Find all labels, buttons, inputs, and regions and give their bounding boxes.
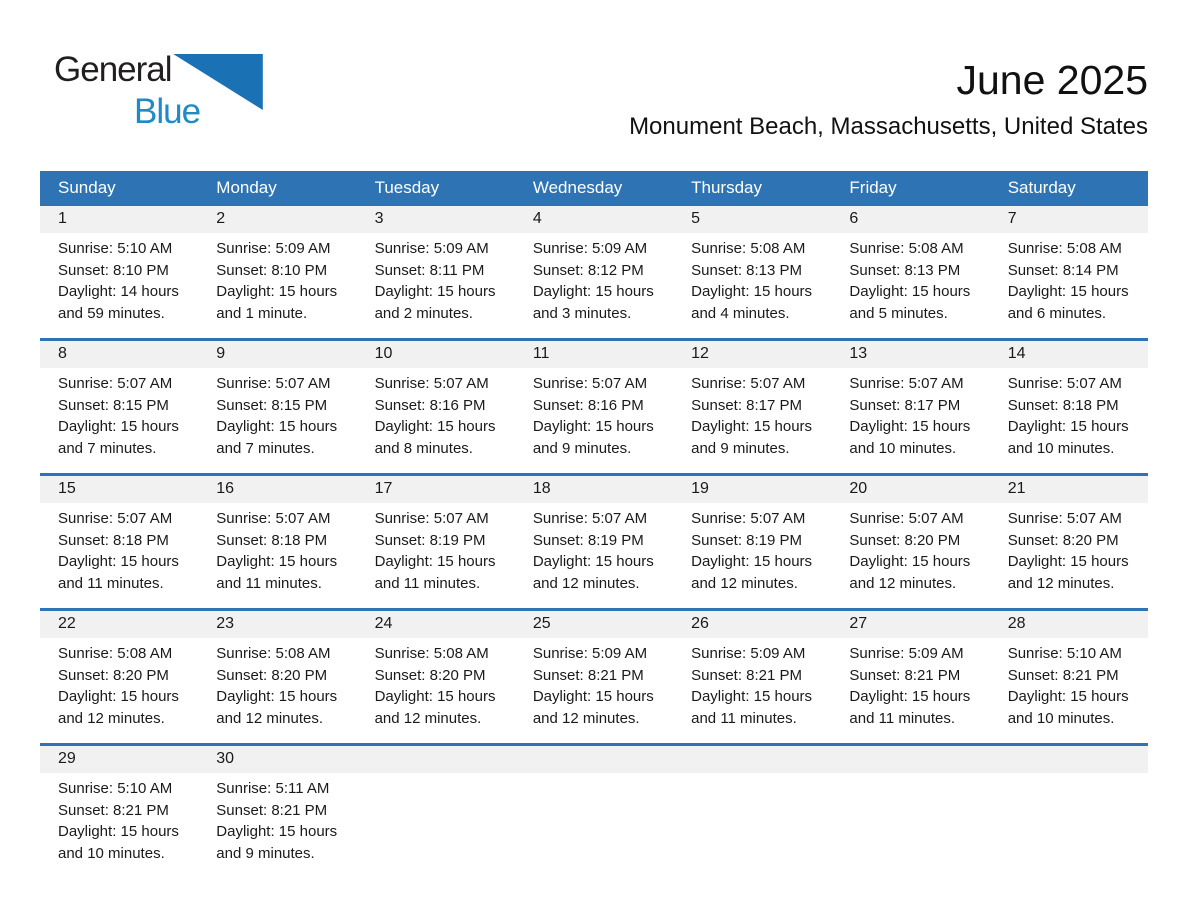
- sunset-text: Sunset: 8:11 PM: [374, 261, 485, 279]
- sunrise-text: Sunrise: 5:07 AM: [849, 375, 964, 392]
- day-number: [673, 746, 831, 773]
- day-number: [831, 746, 989, 773]
- daylight-text-line2: and 3 minutes.: [532, 304, 632, 322]
- daylight-text-line1: Daylight: 15 hours: [691, 553, 813, 570]
- day-details: [40, 638, 198, 729]
- day-cell: [515, 206, 673, 340]
- day-number: 27: [831, 611, 989, 638]
- sunrise-text: Sunrise: 5:08 AM: [374, 645, 489, 662]
- day-number: 19: [673, 476, 831, 503]
- sunset-text: Sunset: 8:20 PM: [216, 666, 328, 684]
- day-details: [40, 368, 198, 459]
- day-details: [673, 638, 831, 729]
- weekday-header-thursday: Thursday: [673, 171, 831, 206]
- title-block: [629, 58, 1148, 141]
- daylight-text-line1: Daylight: 15 hours: [849, 283, 971, 300]
- day-cell: [673, 610, 831, 745]
- sunset-text: Sunset: 8:20 PM: [849, 531, 961, 549]
- sunset-text: Sunset: 8:21 PM: [849, 666, 961, 684]
- sunset-text: Sunset: 8:13 PM: [849, 261, 961, 279]
- day-number: 7: [990, 206, 1148, 233]
- daylight-text-line2: and 2 minutes.: [374, 304, 473, 322]
- daylight-text-line1: Daylight: 15 hours: [216, 553, 338, 570]
- week-row: [40, 610, 1148, 745]
- daylight-text-line2: and 11 minutes.: [374, 574, 481, 592]
- daylight-text-line1: Daylight: 15 hours: [58, 688, 179, 705]
- weekday-header-friday: Friday: [831, 171, 989, 206]
- day-cell: [831, 475, 989, 610]
- daylight-text-line1: Daylight: 14 hours: [58, 283, 179, 300]
- daylight-text-line1: Daylight: 15 hours: [58, 553, 179, 570]
- day-cell: [831, 340, 989, 475]
- day-details: [357, 503, 515, 594]
- sunrise-text: Sunrise: 5:07 AM: [58, 510, 173, 527]
- general-blue-logo: [54, 52, 274, 129]
- weekday-header-tuesday: Tuesday: [357, 171, 515, 206]
- day-number: 29: [40, 746, 198, 773]
- sunrise-text: Sunrise: 5:09 AM: [532, 240, 648, 257]
- daylight-text-line1: Daylight: 15 hours: [1007, 688, 1129, 705]
- day-cell: [357, 206, 515, 340]
- day-cell: [357, 475, 515, 610]
- daylight-text-line2: and 6 minutes.: [1007, 304, 1107, 322]
- empty-day-cell: [515, 745, 673, 879]
- calendar-table: [40, 171, 1148, 878]
- day-cell: [515, 340, 673, 475]
- sunrise-text: Sunrise: 5:09 AM: [532, 645, 648, 662]
- day-details: [515, 233, 673, 324]
- sunset-text: Sunset: 8:15 PM: [58, 396, 169, 414]
- daylight-text-line1: Daylight: 15 hours: [1007, 418, 1129, 435]
- day-cell: [357, 610, 515, 745]
- day-details: [990, 233, 1148, 324]
- daylight-text-line1: Daylight: 15 hours: [691, 688, 813, 705]
- day-number: 20: [831, 476, 989, 503]
- daylight-text-line2: and 11 minutes.: [691, 709, 797, 727]
- day-details: [990, 368, 1148, 459]
- day-number: 22: [40, 611, 198, 638]
- sunrise-text: Sunrise: 5:08 AM: [216, 645, 331, 662]
- day-number: 18: [515, 476, 673, 503]
- daylight-text-line2: and 9 minutes.: [532, 439, 632, 457]
- sunset-text: Sunset: 8:17 PM: [691, 396, 803, 414]
- daylight-text-line1: Daylight: 15 hours: [532, 283, 654, 300]
- day-details: [831, 368, 989, 459]
- day-cell: [198, 206, 356, 340]
- day-cell: [40, 475, 198, 610]
- day-number: 1: [40, 206, 198, 233]
- day-details: [198, 773, 356, 864]
- sunset-text: Sunset: 8:17 PM: [849, 396, 961, 414]
- sunset-text: Sunset: 8:16 PM: [374, 396, 486, 414]
- day-cell: [198, 340, 356, 475]
- day-details: [198, 638, 356, 729]
- empty-day-cell: [673, 745, 831, 879]
- day-number: 16: [198, 476, 356, 503]
- day-number: 6: [831, 206, 989, 233]
- day-cell: [198, 745, 356, 879]
- daylight-text-line2: and 9 minutes.: [691, 439, 790, 457]
- daylight-text-line2: and 12 minutes.: [216, 709, 324, 727]
- daylight-text-line2: and 12 minutes.: [374, 709, 482, 727]
- sunrise-text: Sunrise: 5:09 AM: [849, 645, 964, 662]
- weekday-header-wednesday: Wednesday: [515, 171, 673, 206]
- weekday-header-saturday: Saturday: [990, 171, 1148, 206]
- day-details: [990, 503, 1148, 594]
- daylight-text-line1: Daylight: 15 hours: [849, 553, 971, 570]
- daylight-text-line2: and 12 minutes.: [849, 574, 957, 592]
- sunrise-text: Sunrise: 5:11 AM: [216, 780, 330, 797]
- day-details: [357, 638, 515, 729]
- day-details: [831, 233, 989, 324]
- week-row: [40, 475, 1148, 610]
- sunset-text: Sunset: 8:19 PM: [691, 531, 803, 549]
- day-cell: [515, 475, 673, 610]
- day-number: [357, 746, 515, 773]
- day-details: [40, 233, 198, 324]
- day-number: 26: [673, 611, 831, 638]
- sunrise-text: Sunrise: 5:07 AM: [374, 375, 489, 392]
- sunrise-text: Sunrise: 5:09 AM: [216, 240, 331, 257]
- location-subtitle: Monument Beach, Massachusetts, United States: [629, 113, 1148, 141]
- daylight-text-line2: and 11 minutes.: [58, 574, 164, 592]
- day-cell: [990, 475, 1148, 610]
- day-cell: [40, 206, 198, 340]
- day-cell: [198, 475, 356, 610]
- daylight-text-line1: Daylight: 15 hours: [58, 418, 179, 435]
- sunset-text: Sunset: 8:10 PM: [216, 261, 328, 279]
- day-number: 8: [40, 341, 198, 368]
- weekday-header-monday: Monday: [198, 171, 356, 206]
- daylight-text-line2: and 10 minutes.: [1007, 709, 1115, 727]
- day-number: 5: [673, 206, 831, 233]
- sunrise-text: Sunrise: 5:07 AM: [1007, 375, 1122, 392]
- sunset-text: Sunset: 8:20 PM: [58, 666, 169, 684]
- day-cell: [40, 340, 198, 475]
- sunrise-text: Sunrise: 5:07 AM: [216, 510, 331, 527]
- sunset-text: Sunset: 8:21 PM: [691, 666, 803, 684]
- day-details: [831, 503, 989, 594]
- daylight-text-line1: Daylight: 15 hours: [532, 688, 654, 705]
- day-number: 4: [515, 206, 673, 233]
- daylight-text-line2: and 4 minutes.: [691, 304, 790, 322]
- month-title: June 2025: [956, 57, 1148, 103]
- day-details: [357, 233, 515, 324]
- day-number: 28: [990, 611, 1148, 638]
- day-details: [515, 503, 673, 594]
- sunrise-text: Sunrise: 5:10 AM: [58, 240, 173, 257]
- sunset-text: Sunset: 8:18 PM: [1007, 396, 1119, 414]
- week-row: [40, 206, 1148, 340]
- day-details: [40, 773, 198, 864]
- sunrise-text: Sunrise: 5:07 AM: [1007, 510, 1122, 527]
- day-number: 12: [673, 341, 831, 368]
- logo-text-blue: Blue: [134, 92, 201, 131]
- calendar-body: [40, 206, 1148, 878]
- weekday-header-sunday: Sunday: [40, 171, 198, 206]
- daylight-text-line2: and 59 minutes.: [58, 304, 165, 322]
- day-number: 23: [198, 611, 356, 638]
- sunset-text: Sunset: 8:16 PM: [532, 396, 644, 414]
- day-cell: [673, 475, 831, 610]
- day-number: 3: [357, 206, 515, 233]
- daylight-text-line2: and 9 minutes.: [216, 844, 315, 862]
- daylight-text-line2: and 12 minutes.: [532, 709, 640, 727]
- day-number: 17: [357, 476, 515, 503]
- day-cell: [831, 610, 989, 745]
- sunrise-text: Sunrise: 5:10 AM: [58, 780, 173, 797]
- daylight-text-line2: and 11 minutes.: [849, 709, 956, 727]
- daylight-text-line1: Daylight: 15 hours: [1007, 553, 1129, 570]
- day-cell: [357, 340, 515, 475]
- daylight-text-line1: Daylight: 15 hours: [691, 283, 813, 300]
- page-header: [40, 0, 1148, 157]
- day-cell: [990, 610, 1148, 745]
- day-details: [831, 638, 989, 729]
- day-details: [673, 233, 831, 324]
- day-details: [198, 503, 356, 594]
- sunrise-text: Sunrise: 5:08 AM: [849, 240, 964, 257]
- daylight-text-line1: Daylight: 15 hours: [58, 823, 179, 840]
- daylight-text-line2: and 10 minutes.: [1007, 439, 1115, 457]
- day-details: [198, 233, 356, 324]
- sunset-text: Sunset: 8:15 PM: [216, 396, 328, 414]
- sunset-text: Sunset: 8:14 PM: [1007, 261, 1119, 279]
- empty-day-cell: [831, 745, 989, 879]
- daylight-text-line2: and 10 minutes.: [849, 439, 957, 457]
- day-number: 10: [357, 341, 515, 368]
- sunset-text: Sunset: 8:21 PM: [1007, 666, 1119, 684]
- day-number: 2: [198, 206, 356, 233]
- daylight-text-line1: Daylight: 15 hours: [216, 688, 338, 705]
- sunset-text: Sunset: 8:20 PM: [374, 666, 486, 684]
- day-cell: [990, 206, 1148, 340]
- day-cell: [673, 340, 831, 475]
- day-number: [515, 746, 673, 773]
- daylight-text-line2: and 10 minutes.: [58, 844, 165, 862]
- daylight-text-line1: Daylight: 15 hours: [374, 688, 496, 705]
- sunrise-text: Sunrise: 5:08 AM: [691, 240, 806, 257]
- sunrise-text: Sunrise: 5:07 AM: [691, 375, 806, 392]
- day-cell: [831, 206, 989, 340]
- day-details: [357, 368, 515, 459]
- day-cell: [40, 745, 198, 879]
- sunset-text: Sunset: 8:13 PM: [691, 261, 803, 279]
- day-details: [40, 503, 198, 594]
- day-cell: [673, 206, 831, 340]
- week-row: [40, 340, 1148, 475]
- day-number: 9: [198, 341, 356, 368]
- sunset-text: Sunset: 8:21 PM: [216, 801, 328, 819]
- daylight-text-line2: and 12 minutes.: [691, 574, 798, 592]
- daylight-text-line1: Daylight: 15 hours: [849, 418, 971, 435]
- daylight-text-line2: and 5 minutes.: [849, 304, 948, 322]
- sunset-text: Sunset: 8:18 PM: [58, 531, 169, 549]
- daylight-text-line1: Daylight: 15 hours: [1007, 283, 1129, 300]
- daylight-text-line1: Daylight: 15 hours: [532, 418, 654, 435]
- week-row: [40, 745, 1148, 879]
- sunrise-text: Sunrise: 5:07 AM: [58, 375, 173, 392]
- sunset-text: Sunset: 8:19 PM: [532, 531, 644, 549]
- daylight-text-line2: and 11 minutes.: [216, 574, 322, 592]
- logo-text-general: General: [54, 50, 172, 89]
- day-number: 21: [990, 476, 1148, 503]
- daylight-text-line1: Daylight: 15 hours: [216, 823, 338, 840]
- daylight-text-line1: Daylight: 15 hours: [216, 283, 338, 300]
- day-details: [198, 368, 356, 459]
- sunset-text: Sunset: 8:18 PM: [216, 531, 328, 549]
- sunset-text: Sunset: 8:20 PM: [1007, 531, 1119, 549]
- sunset-text: Sunset: 8:10 PM: [58, 261, 169, 279]
- sunrise-text: Sunrise: 5:10 AM: [1007, 645, 1122, 662]
- day-number: 15: [40, 476, 198, 503]
- empty-day-cell: [357, 745, 515, 879]
- weekday-header-row: [40, 171, 1148, 206]
- day-details: [515, 638, 673, 729]
- day-number: 13: [831, 341, 989, 368]
- day-number: [990, 746, 1148, 773]
- daylight-text-line1: Daylight: 15 hours: [374, 283, 496, 300]
- sunset-text: Sunset: 8:21 PM: [532, 666, 644, 684]
- sunrise-text: Sunrise: 5:07 AM: [849, 510, 964, 527]
- empty-day-cell: [990, 745, 1148, 879]
- daylight-text-line1: Daylight: 15 hours: [849, 688, 971, 705]
- sunrise-text: Sunrise: 5:07 AM: [374, 510, 489, 527]
- daylight-text-line1: Daylight: 15 hours: [374, 553, 496, 570]
- day-number: 14: [990, 341, 1148, 368]
- day-details: [673, 368, 831, 459]
- daylight-text-line2: and 12 minutes.: [532, 574, 640, 592]
- daylight-text-line2: and 7 minutes.: [216, 439, 315, 457]
- day-cell: [40, 610, 198, 745]
- sunset-text: Sunset: 8:19 PM: [374, 531, 486, 549]
- daylight-text-line2: and 12 minutes.: [1007, 574, 1115, 592]
- daylight-text-line2: and 1 minute.: [216, 304, 308, 322]
- sunrise-text: Sunrise: 5:07 AM: [532, 510, 648, 527]
- daylight-text-line1: Daylight: 15 hours: [691, 418, 813, 435]
- day-details: [990, 638, 1148, 729]
- daylight-text-line1: Daylight: 15 hours: [532, 553, 654, 570]
- sunrise-text: Sunrise: 5:09 AM: [374, 240, 489, 257]
- daylight-text-line1: Daylight: 15 hours: [216, 418, 338, 435]
- day-number: 11: [515, 341, 673, 368]
- sunrise-text: Sunrise: 5:08 AM: [1007, 240, 1122, 257]
- sunrise-text: Sunrise: 5:08 AM: [58, 645, 173, 662]
- sunrise-text: Sunrise: 5:09 AM: [691, 645, 806, 662]
- day-number: 30: [198, 746, 356, 773]
- day-cell: [198, 610, 356, 745]
- day-cell: [515, 610, 673, 745]
- sunset-text: Sunset: 8:21 PM: [58, 801, 169, 819]
- daylight-text-line2: and 8 minutes.: [374, 439, 473, 457]
- sunset-text: Sunset: 8:12 PM: [532, 261, 644, 279]
- day-number: 25: [515, 611, 673, 638]
- day-cell: [990, 340, 1148, 475]
- day-details: [673, 503, 831, 594]
- sunrise-text: Sunrise: 5:07 AM: [532, 375, 648, 392]
- sunrise-text: Sunrise: 5:07 AM: [691, 510, 806, 527]
- sunrise-text: Sunrise: 5:07 AM: [216, 375, 331, 392]
- daylight-text-line2: and 12 minutes.: [58, 709, 165, 727]
- day-number: 24: [357, 611, 515, 638]
- day-details: [515, 368, 673, 459]
- daylight-text-line2: and 7 minutes.: [58, 439, 157, 457]
- daylight-text-line1: Daylight: 15 hours: [374, 418, 496, 435]
